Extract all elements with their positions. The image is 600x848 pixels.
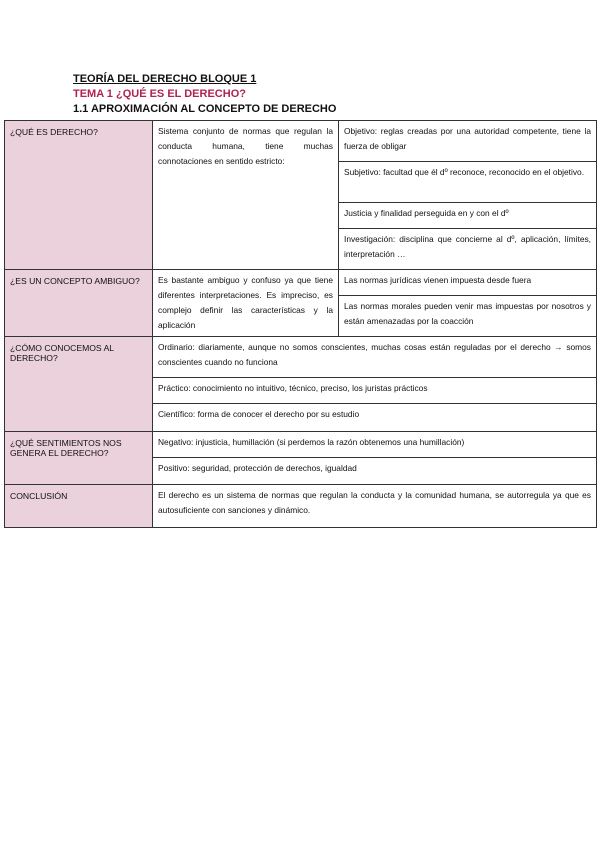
- table-row: [5, 121, 597, 162]
- document-header: [73, 72, 336, 116]
- table-cell: Subjetivo: facultad que él dº reconoce, reconocido en el objetivo.: [339, 162, 597, 203]
- row-label-sentimientos: ¿QUÉ SENTIMIENTOS NOS GENERA EL DERECHO?: [5, 432, 153, 485]
- table-cell: Ordinario: diariamente, aunque no somos conscientes, muchas cosas están reguladas por el derecho → somos conscientes cuando no funciona: [153, 337, 597, 378]
- table-cell: Las normas jurídicas vienen impuesta desde fuera: [339, 270, 597, 296]
- topic-title: TEMA 1 ¿QUÉ ES EL DERECHO?: [73, 88, 246, 100]
- row-label-ambiguo: ¿ES UN CONCEPTO AMBIGUO?: [5, 270, 153, 337]
- document-title: TEORÍA DEL DERECHO BLOQUE 1: [73, 73, 257, 85]
- row-desc-que-es: Sistema conjunto de normas que regulan la conducta humana, tiene muchas connotaciones en sentido estricto:: [153, 121, 339, 270]
- table-cell: Negativo: injusticia, humillación (si perdemos la razón obtenemos una humillación): [153, 432, 597, 458]
- table-cell: Objetivo: reglas creadas por una autoridad competente, tiene la fuerza de obligar: [339, 121, 597, 162]
- table-row: [5, 432, 597, 458]
- summary-table: [4, 120, 597, 528]
- table-row: [5, 270, 597, 296]
- row-label-conclusion: CONCLUSIÓN: [5, 485, 153, 528]
- table-cell: Científico: forma de conocer el derecho por su estudio: [153, 404, 597, 432]
- table-row: [5, 337, 597, 378]
- section-title: 1.1 APROXIMACIÓN AL CONCEPTO DE DERECHO: [73, 103, 337, 115]
- table-cell: Práctico: conocimiento no intuitivo, técnico, preciso, los juristas prácticos: [153, 378, 597, 404]
- table-row: [5, 485, 597, 528]
- row-desc-ambiguo: Es bastante ambiguo y confuso ya que tiene diferentes interpretaciones. Es impreciso, es complejo definir las características y la aplicación: [153, 270, 339, 337]
- table-cell: Justicia y finalidad perseguida en y con el dº: [339, 203, 597, 229]
- table-cell: Las normas morales pueden venir mas impuestas por nosotros y están amenazadas por la coacción: [339, 296, 597, 337]
- row-label-que-es: ¿QUÉ ES DERECHO?: [5, 121, 153, 270]
- row-label-conocemos: ¿CÓMO CONOCEMOS AL DERECHO?: [5, 337, 153, 432]
- conclusion-text: El derecho es un sistema de normas que regulan la conducta y la comunidad humana, se autorregula ya que es autosuficiente con sanciones y dinámico.: [153, 485, 597, 528]
- table-cell: Positivo: seguridad, protección de derechos, igualdad: [153, 458, 597, 485]
- table-cell: Investigación: disciplina que concierne al dº, aplicación, límites, interpretación …: [339, 229, 597, 270]
